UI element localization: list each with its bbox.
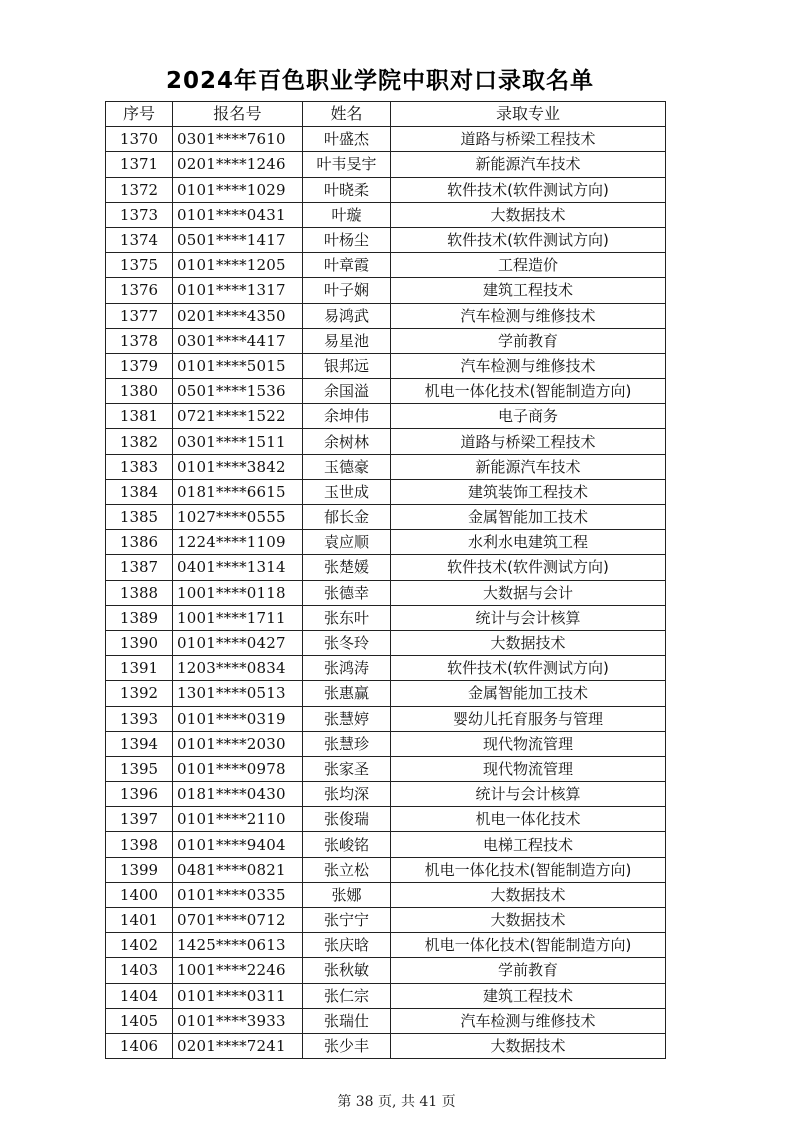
- cell-name: 叶章霞: [303, 253, 391, 278]
- cell-seq: 1385: [106, 505, 173, 530]
- cell-name: 张秋敏: [303, 958, 391, 983]
- cell-seq: 1387: [106, 555, 173, 580]
- cell-reg: 1224****1109: [173, 530, 303, 555]
- cell-major: 大数据与会计: [391, 580, 666, 605]
- header-major: 录取专业: [391, 102, 666, 127]
- table-row: [106, 756, 666, 781]
- cell-reg: 0101****0427: [173, 630, 303, 655]
- cell-seq: 1406: [106, 1033, 173, 1058]
- cell-reg: 0301****4417: [173, 328, 303, 353]
- table-row: [106, 353, 666, 378]
- cell-major: 新能源汽车技术: [391, 454, 666, 479]
- cell-seq: 1376: [106, 278, 173, 303]
- cell-name: 张冬玲: [303, 630, 391, 655]
- cell-major: 学前教育: [391, 958, 666, 983]
- cell-seq: 1373: [106, 202, 173, 227]
- cell-reg: 0101****3842: [173, 454, 303, 479]
- cell-reg: 0101****0335: [173, 882, 303, 907]
- cell-reg: 0501****1417: [173, 227, 303, 252]
- cell-name: 玉德豪: [303, 454, 391, 479]
- cell-major: 新能源汽车技术: [391, 152, 666, 177]
- cell-reg: 1425****0613: [173, 933, 303, 958]
- cell-name: 叶子娴: [303, 278, 391, 303]
- cell-name: 张家圣: [303, 756, 391, 781]
- cell-reg: 0201****4350: [173, 303, 303, 328]
- cell-name: 张惠赢: [303, 681, 391, 706]
- cell-seq: 1397: [106, 807, 173, 832]
- cell-reg: 0101****0319: [173, 706, 303, 731]
- cell-reg: 0181****6615: [173, 479, 303, 504]
- cell-seq: 1394: [106, 731, 173, 756]
- table-row: [106, 681, 666, 706]
- cell-seq: 1405: [106, 1008, 173, 1033]
- cell-reg: 0101****0311: [173, 983, 303, 1008]
- cell-reg: 1203****0834: [173, 656, 303, 681]
- table-row: [106, 958, 666, 983]
- header-seq: 序号: [106, 102, 173, 127]
- cell-seq: 1402: [106, 933, 173, 958]
- table-row: [106, 731, 666, 756]
- table-row: [106, 580, 666, 605]
- cell-name: 余坤伟: [303, 404, 391, 429]
- cell-name: 张庆晗: [303, 933, 391, 958]
- cell-name: 叶杨尘: [303, 227, 391, 252]
- cell-major: 机电一体化技术(智能制造方向): [391, 379, 666, 404]
- cell-reg: 0101****3933: [173, 1008, 303, 1033]
- cell-major: 大数据技术: [391, 630, 666, 655]
- cell-major: 软件技术(软件测试方向): [391, 555, 666, 580]
- cell-reg: 0301****1511: [173, 429, 303, 454]
- cell-name: 张少丰: [303, 1033, 391, 1058]
- cell-seq: 1380: [106, 379, 173, 404]
- cell-major: 道路与桥梁工程技术: [391, 429, 666, 454]
- cell-major: 软件技术(软件测试方向): [391, 656, 666, 681]
- cell-seq: 1370: [106, 127, 173, 152]
- table-row: [106, 1008, 666, 1033]
- cell-seq: 1389: [106, 605, 173, 630]
- cell-reg: 0101****1029: [173, 177, 303, 202]
- cell-name: 叶盛杰: [303, 127, 391, 152]
- cell-major: 统计与会计核算: [391, 782, 666, 807]
- cell-seq: 1401: [106, 908, 173, 933]
- cell-seq: 1382: [106, 429, 173, 454]
- cell-major: 水利水电建筑工程: [391, 530, 666, 555]
- table-row: [106, 379, 666, 404]
- cell-reg: 0101****2030: [173, 731, 303, 756]
- cell-reg: 0401****1314: [173, 555, 303, 580]
- cell-name: 银邦远: [303, 353, 391, 378]
- cell-reg: 0701****0712: [173, 908, 303, 933]
- cell-seq: 1384: [106, 479, 173, 504]
- cell-reg: 1001****2246: [173, 958, 303, 983]
- table-row: [106, 202, 666, 227]
- cell-seq: 1395: [106, 756, 173, 781]
- cell-major: 机电一体化技术(智能制造方向): [391, 933, 666, 958]
- cell-major: 建筑装饰工程技术: [391, 479, 666, 504]
- cell-name: 玉世成: [303, 479, 391, 504]
- cell-major: 大数据技术: [391, 1033, 666, 1058]
- table-row: [106, 454, 666, 479]
- cell-seq: 1399: [106, 857, 173, 882]
- table-row: [106, 404, 666, 429]
- cell-reg: 0301****7610: [173, 127, 303, 152]
- table-row: [106, 857, 666, 882]
- cell-seq: 1383: [106, 454, 173, 479]
- table-row: [106, 605, 666, 630]
- table-row: [106, 983, 666, 1008]
- table-body: [106, 127, 666, 1059]
- cell-reg: 0201****7241: [173, 1033, 303, 1058]
- table-row: [106, 328, 666, 353]
- cell-reg: 1301****0513: [173, 681, 303, 706]
- table-row: [106, 630, 666, 655]
- cell-name: 易星池: [303, 328, 391, 353]
- table-row: [106, 933, 666, 958]
- cell-reg: 1001****1711: [173, 605, 303, 630]
- cell-name: 张均深: [303, 782, 391, 807]
- cell-seq: 1403: [106, 958, 173, 983]
- cell-major: 大数据技术: [391, 202, 666, 227]
- cell-name: 易鸿武: [303, 303, 391, 328]
- cell-seq: 1400: [106, 882, 173, 907]
- table-row: [106, 177, 666, 202]
- cell-reg: 1001****0118: [173, 580, 303, 605]
- cell-major: 建筑工程技术: [391, 278, 666, 303]
- cell-major: 学前教育: [391, 328, 666, 353]
- cell-name: 叶韦旻宇: [303, 152, 391, 177]
- cell-seq: 1391: [106, 656, 173, 681]
- cell-seq: 1390: [106, 630, 173, 655]
- cell-reg: 0101****0978: [173, 756, 303, 781]
- cell-seq: 1393: [106, 706, 173, 731]
- cell-name: 张立松: [303, 857, 391, 882]
- table-row: [106, 807, 666, 832]
- cell-name: 张东叶: [303, 605, 391, 630]
- table-row: [106, 706, 666, 731]
- cell-reg: 0181****0430: [173, 782, 303, 807]
- cell-reg: 0101****0431: [173, 202, 303, 227]
- cell-major: 电子商务: [391, 404, 666, 429]
- header-reg: 报名号: [173, 102, 303, 127]
- table-row: [106, 656, 666, 681]
- cell-major: 统计与会计核算: [391, 605, 666, 630]
- table-header-row: [106, 102, 666, 127]
- cell-major: 现代物流管理: [391, 756, 666, 781]
- cell-name: 张娜: [303, 882, 391, 907]
- cell-reg: 0101****2110: [173, 807, 303, 832]
- cell-name: 余国溢: [303, 379, 391, 404]
- cell-reg: 1027****0555: [173, 505, 303, 530]
- cell-seq: 1378: [106, 328, 173, 353]
- table-row: [106, 152, 666, 177]
- table-row: [106, 908, 666, 933]
- cell-seq: 1386: [106, 530, 173, 555]
- cell-name: 张峻铭: [303, 832, 391, 857]
- table-row: [106, 882, 666, 907]
- cell-seq: 1392: [106, 681, 173, 706]
- cell-name: 张瑞仕: [303, 1008, 391, 1033]
- cell-seq: 1398: [106, 832, 173, 857]
- cell-name: 张德幸: [303, 580, 391, 605]
- cell-reg: 0101****1317: [173, 278, 303, 303]
- cell-seq: 1381: [106, 404, 173, 429]
- cell-seq: 1404: [106, 983, 173, 1008]
- cell-major: 软件技术(软件测试方向): [391, 227, 666, 252]
- cell-reg: 0481****0821: [173, 857, 303, 882]
- cell-name: 张鸿涛: [303, 656, 391, 681]
- header-name: 姓名: [303, 102, 391, 127]
- cell-major: 软件技术(软件测试方向): [391, 177, 666, 202]
- cell-reg: 0101****1205: [173, 253, 303, 278]
- cell-name: 郁长金: [303, 505, 391, 530]
- cell-reg: 0721****1522: [173, 404, 303, 429]
- table-row: [106, 479, 666, 504]
- cell-major: 金属智能加工技术: [391, 505, 666, 530]
- cell-major: 现代物流管理: [391, 731, 666, 756]
- table-row: [106, 227, 666, 252]
- cell-major: 工程造价: [391, 253, 666, 278]
- cell-reg: 0201****1246: [173, 152, 303, 177]
- cell-name: 叶璇: [303, 202, 391, 227]
- cell-name: 叶晓柔: [303, 177, 391, 202]
- cell-reg: 0101****5015: [173, 353, 303, 378]
- page-footer: 第 38 页, 共 41 页: [337, 1094, 456, 1110]
- cell-major: 汽车检测与维修技术: [391, 353, 666, 378]
- cell-major: 机电一体化技术(智能制造方向): [391, 857, 666, 882]
- table-row: [106, 782, 666, 807]
- cell-reg: 0501****1536: [173, 379, 303, 404]
- table-row: [106, 303, 666, 328]
- cell-seq: 1396: [106, 782, 173, 807]
- cell-seq: 1372: [106, 177, 173, 202]
- table-row: [106, 1033, 666, 1058]
- table-row: [106, 127, 666, 152]
- cell-name: 张仁宗: [303, 983, 391, 1008]
- cell-name: 张俊瑞: [303, 807, 391, 832]
- cell-reg: 0101****9404: [173, 832, 303, 857]
- cell-major: 电梯工程技术: [391, 832, 666, 857]
- cell-seq: 1374: [106, 227, 173, 252]
- cell-name: 张慧婷: [303, 706, 391, 731]
- cell-major: 建筑工程技术: [391, 983, 666, 1008]
- cell-major: 金属智能加工技术: [391, 681, 666, 706]
- cell-seq: 1371: [106, 152, 173, 177]
- table-row: [106, 555, 666, 580]
- table-row: [106, 530, 666, 555]
- cell-major: 汽车检测与维修技术: [391, 303, 666, 328]
- table-row: [106, 278, 666, 303]
- cell-seq: 1375: [106, 253, 173, 278]
- cell-seq: 1379: [106, 353, 173, 378]
- cell-major: 大数据技术: [391, 908, 666, 933]
- cell-name: 张楚媛: [303, 555, 391, 580]
- cell-seq: 1377: [106, 303, 173, 328]
- cell-name: 张宁宁: [303, 908, 391, 933]
- page-title: 2024年百色职业学院中职对口录取名单: [165, 68, 594, 94]
- cell-major: 汽车检测与维修技术: [391, 1008, 666, 1033]
- cell-name: 余树林: [303, 429, 391, 454]
- cell-name: 袁应顺: [303, 530, 391, 555]
- table-row: [106, 253, 666, 278]
- admission-table: [105, 101, 666, 1059]
- cell-major: 大数据技术: [391, 882, 666, 907]
- cell-name: 张慧珍: [303, 731, 391, 756]
- cell-seq: 1388: [106, 580, 173, 605]
- cell-major: 婴幼儿托育服务与管理: [391, 706, 666, 731]
- cell-major: 机电一体化技术: [391, 807, 666, 832]
- table-row: [106, 429, 666, 454]
- table-row: [106, 505, 666, 530]
- table-row: [106, 832, 666, 857]
- cell-major: 道路与桥梁工程技术: [391, 127, 666, 152]
